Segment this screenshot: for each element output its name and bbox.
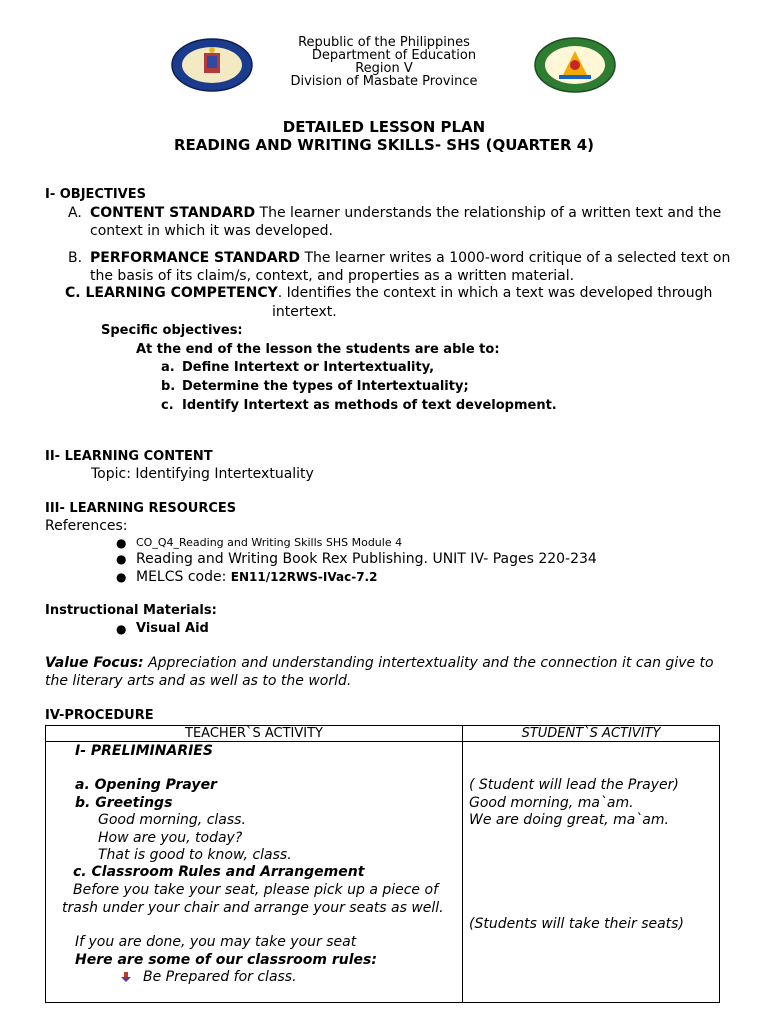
instructional-materials-label: Instructional Materials: xyxy=(45,603,217,618)
greeting-line: How are you, today? xyxy=(98,830,243,846)
bullet-icon: ● xyxy=(116,552,127,566)
learning-competency-text-cont: intertext. xyxy=(272,304,337,320)
reference-item: CO_Q4_Reading and Writing Skills SHS Module 4 xyxy=(136,536,403,549)
learning-competency-label: C. LEARNING COMPETENCY xyxy=(65,285,278,301)
bullet-icon: ● xyxy=(116,622,127,636)
melcs-label: MELCS code: xyxy=(136,569,231,585)
page-title: DETAILED LESSON PLAN xyxy=(282,118,486,136)
procedure-heading: IV-PROCEDURE xyxy=(45,708,154,723)
performance-standard-text: The learner writes a 1000-word critique of a selected text on xyxy=(300,250,731,266)
rules-line: Before you take your seat, please pick up a piece of xyxy=(73,882,438,898)
content-standard xyxy=(90,204,721,222)
header-republic: Republic of the Philippines xyxy=(298,35,470,50)
header-department: Department of Education xyxy=(311,48,477,63)
greeting-line: That is good to know, class. xyxy=(98,847,292,863)
classroom-rules-heading: c. Classroom Rules and Arrangement xyxy=(73,864,365,880)
content-standard-label: CONTENT STANDARD xyxy=(90,205,256,221)
header-region: Region V xyxy=(355,61,413,76)
value-focus-label: Value Focus: xyxy=(45,655,144,671)
learning-resources-heading: III- LEARNING RESOURCES xyxy=(45,501,237,516)
rules-line: Here are some of our classroom rules: xyxy=(75,952,377,968)
specific-objective-item: Define Intertext or Intertextuality, xyxy=(182,360,435,375)
bullet-icon: ● xyxy=(116,570,127,584)
value-focus-text-cont: the literary arts and as well as to the world. xyxy=(45,673,352,689)
content-standard-marker: A. xyxy=(68,205,82,221)
performance-standard-marker: B. xyxy=(68,250,83,266)
melcs-code: EN11/12RWS-IVac-7.2 xyxy=(230,570,378,584)
content-standard-text-cont: context in which it was developed. xyxy=(90,223,333,239)
content-standard-text: The learner understands the relationship of a written text and the xyxy=(255,205,722,221)
objectives-heading: I- OBJECTIVES xyxy=(45,187,146,202)
student-response: Good morning, ma`am. xyxy=(469,795,634,811)
reference-item-melcs xyxy=(136,568,377,586)
value-focus xyxy=(45,654,714,672)
specific-objective-item: Identify Intertext as methods of text development. xyxy=(182,398,557,413)
learning-competency xyxy=(65,284,712,302)
procedure-table xyxy=(45,725,720,1003)
specific-objective-marker: c. xyxy=(161,398,174,413)
learning-content-heading: II- LEARNING CONTENT xyxy=(45,449,213,464)
teacher-activity-header: TEACHER`S ACTIVITY xyxy=(185,726,323,741)
table-row xyxy=(46,742,720,1003)
reference-item: Reading and Writing Book Rex Publishing. UNIT IV- Pages 220-234 xyxy=(136,551,597,567)
student-response: We are doing great, ma`am. xyxy=(469,812,669,828)
specific-objectives-intro: At the end of the lesson the students are able to: xyxy=(136,342,500,357)
student-response: (Students will take their seats) xyxy=(469,916,684,932)
table-header-row xyxy=(46,726,720,742)
rules-line: trash under your chair and arrange your seats as well. xyxy=(62,900,444,916)
specific-objectives-heading: Specific objectives: xyxy=(101,323,243,338)
opening-prayer-heading: a. Opening Prayer xyxy=(75,777,217,793)
header-division: Division of Masbate Province xyxy=(290,74,478,89)
performance-standard-label: PERFORMANCE STANDARD xyxy=(90,250,300,266)
rules-line: If you are done, you may take your seat xyxy=(75,934,357,950)
learning-competency-text: . Identifies the context in which a text was developed through xyxy=(277,285,713,301)
specific-objective-item: Determine the types of Intertextuality; xyxy=(182,379,469,394)
deped-seal-left xyxy=(170,38,254,92)
teacher-activity-cell xyxy=(46,742,462,1002)
arrow-down-icon xyxy=(120,971,132,983)
value-focus-text: Appreciation and understanding intertextuality and the connection it can give to xyxy=(143,655,714,671)
learning-content-topic: Topic: Identifying Intertextuality xyxy=(91,466,314,482)
bullet-icon: ● xyxy=(116,536,127,550)
student-response: ( Student will lead the Prayer) xyxy=(469,777,679,793)
preliminaries-heading: I- PRELIMINARIES xyxy=(75,743,213,759)
student-activity-cell xyxy=(463,742,719,1002)
page-subtitle: READING AND WRITING SKILLS- SHS (QUARTER 4) xyxy=(173,136,595,154)
deped-seal-right xyxy=(533,37,617,93)
greetings-heading: b. Greetings xyxy=(75,795,173,811)
student-activity-header: STUDENT`S ACTIVITY xyxy=(521,726,661,741)
performance-standard-text-cont: the basis of its claim/s, context, and properties as a written material. xyxy=(90,268,575,284)
performance-standard xyxy=(90,249,730,267)
rule-item: Be Prepared for class. xyxy=(143,969,297,985)
references-label: References: xyxy=(45,518,128,534)
material-item: Visual Aid xyxy=(136,621,209,636)
greeting-line: Good morning, class. xyxy=(98,812,246,828)
specific-objective-marker: b. xyxy=(161,379,176,394)
specific-objective-marker: a. xyxy=(161,360,175,375)
